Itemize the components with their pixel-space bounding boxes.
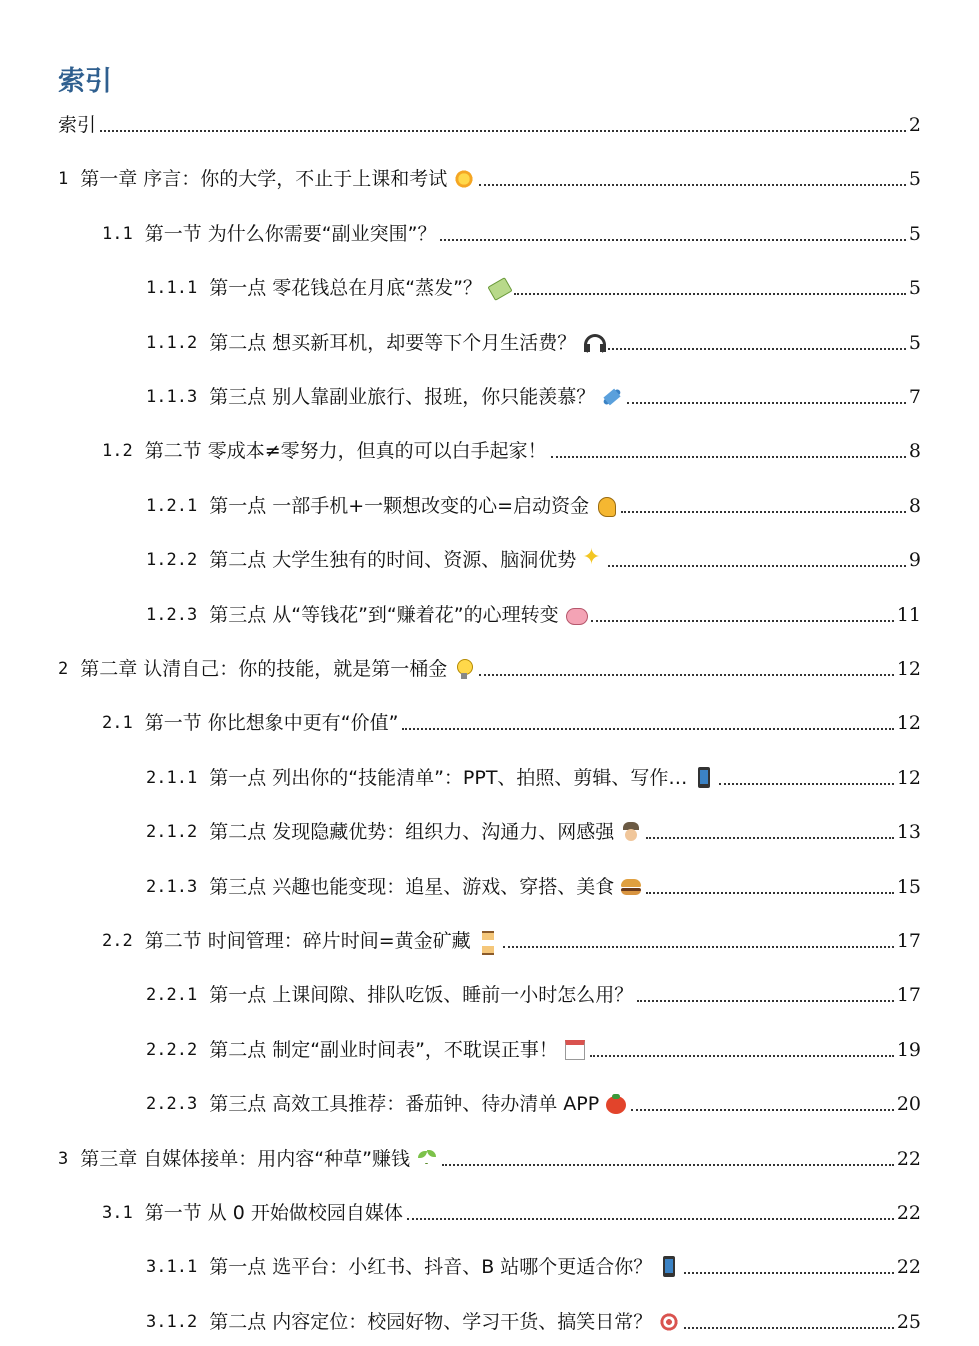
money-wings-icon	[488, 277, 510, 299]
detective-icon	[620, 821, 642, 843]
toc-entry[interactable]	[146, 813, 921, 845]
toc-leader-dots	[590, 1055, 894, 1057]
toc-entry-page: 11	[896, 603, 921, 626]
toc-leader-dots	[442, 1164, 894, 1166]
toc-entry-number: 1.2.3	[146, 604, 198, 625]
toc-entry[interactable]	[146, 541, 921, 573]
toc-entry-page: 22	[896, 1202, 921, 1224]
toc-entry-title: 索引	[58, 114, 97, 136]
toc-entry-title: 第三章 自媒体接单：用内容“种草”赚钱	[80, 1147, 410, 1170]
toc-leader-dots	[719, 783, 893, 785]
toc-entry[interactable]	[146, 759, 921, 791]
toc-entry[interactable]	[102, 432, 921, 464]
toc-leader-dots	[479, 184, 906, 186]
toc-entry-page: 17	[896, 984, 921, 1007]
toc-leader-dots	[646, 892, 894, 894]
toc-entry-page: 8	[908, 494, 921, 517]
burger-icon	[620, 876, 642, 898]
tomato-icon	[605, 1093, 627, 1115]
toc-entry-number: 3	[58, 1148, 69, 1169]
toc-entry-title: 第三点 兴趣也能变现：追星、游戏、穿搭、美食	[209, 875, 615, 898]
toc-entry-title: 第三点 别人靠副业旅行、报班，你只能羡慕？	[209, 386, 596, 408]
toc-entry[interactable]	[146, 269, 921, 301]
toc-entry-title: 第一点 零花钱总在月底“蒸发”？	[209, 277, 482, 300]
toc-leader-dots	[402, 728, 893, 730]
toc-entry-title: 第二点 发现隐藏优势：组织力、沟通力、网感强	[209, 821, 615, 844]
toc-entry-title: 第二点 大学生独有的时间、资源、脑洞优势	[209, 549, 577, 572]
toc-entry[interactable]	[146, 596, 921, 628]
toc-entry-page: 17	[896, 930, 921, 952]
toc-entry[interactable]	[146, 1031, 921, 1063]
toc-entry[interactable]	[146, 324, 921, 356]
sparkles-icon	[582, 549, 604, 571]
toc-entry[interactable]	[102, 215, 921, 247]
toc-entry-title: 第一章 序言：你的大学，不止于上课和考试	[80, 168, 448, 191]
toc-entry[interactable]	[146, 976, 921, 1008]
toc-entry-number: 3.1.1	[146, 1257, 198, 1278]
toc-entry-page: 7	[908, 386, 921, 408]
toc-leader-dots	[514, 293, 906, 295]
mobile-phone-icon	[693, 767, 715, 789]
toc-entry-title: 第二章 认清自己：你的技能，就是第一桶金	[80, 658, 448, 680]
seedling-icon	[416, 1148, 438, 1170]
toc-entry-page: 5	[908, 277, 921, 300]
toc-entry-title: 第三点 高效工具推荐：番茄钟、待办清单 APP	[209, 1093, 600, 1116]
target-icon	[658, 1311, 680, 1333]
toc-entry-number: 2	[58, 659, 69, 679]
toc-entry-page: 20	[896, 1093, 921, 1116]
toc-entry[interactable]	[58, 160, 921, 192]
toc-leader-dots	[627, 402, 906, 404]
toc-entry-number: 2.2.3	[146, 1094, 198, 1115]
toc-entry[interactable]	[146, 487, 921, 519]
toc-entry-page: 5	[908, 331, 921, 354]
toc-entry-page: 5	[908, 168, 921, 191]
toc-entry-number: 2.2.2	[146, 1039, 198, 1060]
toc-entry-page: 2	[908, 114, 921, 136]
toc-entry-number: 3.1.2	[146, 1311, 198, 1332]
mobile-phone-icon	[658, 1256, 680, 1278]
toc-entry-number: 1.1.2	[146, 332, 198, 353]
toc-entry[interactable]	[102, 922, 921, 954]
toc-entry-title: 第一节 你比想象中更有“价值”	[144, 712, 399, 735]
toc-entry-title: 第一点 选平台：小红书、抖音、B 站哪个更适合你？	[209, 1256, 653, 1279]
toc-entry-title: 第三点 从“等钱花”到“赚着花”的心理转变	[209, 603, 559, 626]
toc-leader-dots	[637, 1000, 894, 1002]
toc-entry-number: 2.2.1	[146, 985, 198, 1006]
toc-leader-dots	[646, 837, 894, 839]
toc-entry-number: 1.2.2	[146, 550, 198, 571]
toc-entry-page: 5	[908, 222, 921, 245]
toc-leader-dots	[684, 1272, 894, 1274]
light-bulb-icon	[453, 658, 475, 680]
toc-entry-number: 2.1.1	[146, 767, 198, 788]
toc-entry-title: 第一点 列出你的“技能清单”：PPT、拍照、剪辑、写作…	[209, 766, 688, 789]
toc-leader-dots	[684, 1327, 894, 1329]
headphone-icon	[582, 332, 604, 354]
toc-entry-title: 第二节 时间管理：碎片时间=黄金矿藏	[144, 930, 471, 952]
toc-entry[interactable]	[146, 1248, 921, 1280]
toc-entry-page: 12	[896, 658, 921, 680]
toc-entry[interactable]	[146, 1303, 921, 1335]
toc-entry-page: 25	[896, 1310, 921, 1333]
toc-leader-dots	[407, 1218, 894, 1220]
toc-entry[interactable]	[102, 1194, 921, 1226]
toc-leader-dots	[591, 620, 894, 622]
toc-entry-number: 1.1.1	[146, 278, 198, 299]
toc-entry-page: 12	[896, 712, 921, 735]
toc-leader-dots	[100, 130, 906, 132]
toc-entry-number: 1.1	[102, 223, 133, 244]
hourglass-icon	[477, 930, 499, 952]
toc-entry-number: 1.1.3	[146, 387, 198, 407]
airplane-icon	[601, 386, 623, 408]
toc-leader-dots	[479, 674, 894, 676]
toc-entry-title: 第一节 为什么你需要“副业突围”？	[144, 222, 437, 245]
toc-entry-title: 第一节 从 0 开始做校园自媒体	[144, 1202, 403, 1224]
calendar-icon	[564, 1039, 586, 1061]
toc-entry-page: 19	[896, 1038, 921, 1061]
toc-entry-title: 第二点 内容定位：校园好物、学习干货、搞笑日常？	[209, 1310, 653, 1333]
toc-entry[interactable]	[102, 704, 921, 736]
brain-icon	[565, 604, 587, 626]
toc-entry[interactable]	[58, 106, 921, 138]
toc-entry[interactable]	[58, 1140, 921, 1172]
toc-entry[interactable]	[146, 868, 921, 900]
toc-leader-dots	[551, 456, 906, 458]
toc-entry-title: 第一点 上课间隙、排队吃饭、睡前一小时怎么用？	[209, 984, 634, 1007]
toc-entry-number: 2.1.3	[146, 876, 198, 897]
toc-leader-dots	[503, 946, 894, 948]
toc-leader-dots	[631, 1109, 894, 1111]
toc-entry-title: 第二点 制定“副业时间表”，不耽误正事！	[209, 1038, 558, 1061]
toc-entry-title: 第二节 零成本≠零努力，但真的可以白手起家！	[144, 440, 547, 463]
toc-entry[interactable]	[146, 1085, 921, 1117]
star-burst-icon	[453, 168, 475, 190]
toc-entry-number: 2.1.2	[146, 822, 198, 843]
toc-entry-page: 13	[896, 821, 921, 844]
toc-entry-number: 3.1	[102, 1203, 133, 1223]
toc-entry-number: 1.2	[102, 441, 133, 462]
toc-heading: 索引	[58, 66, 112, 97]
toc-entry-number: 1.2.1	[146, 495, 198, 516]
toc-entry-page: 9	[908, 549, 921, 572]
toc-entry-number: 2.1	[102, 713, 133, 734]
toc-leader-dots	[608, 348, 906, 350]
toc-entry-page: 8	[908, 440, 921, 463]
toc-entry[interactable]	[58, 650, 921, 682]
toc-entry[interactable]	[146, 378, 921, 410]
toc-leader-dots	[440, 239, 905, 241]
toc-entry-title: 第二点 想买新耳机，却要等下个月生活费？	[209, 331, 577, 354]
toc-entry-page: 22	[896, 1256, 921, 1279]
toc-leader-dots	[608, 565, 906, 567]
toc-leader-dots	[621, 511, 906, 513]
toc-entry-page: 22	[896, 1147, 921, 1170]
toc-entry-page: 12	[896, 766, 921, 789]
toc-entry-page: 15	[896, 875, 921, 898]
toc-entry-number: 1	[58, 169, 69, 190]
toc-entry-number: 2.2	[102, 931, 133, 951]
toc-entry-title: 第一点 一部手机+一颗想改变的心=启动资金	[209, 494, 590, 517]
muscle-icon	[595, 495, 617, 517]
